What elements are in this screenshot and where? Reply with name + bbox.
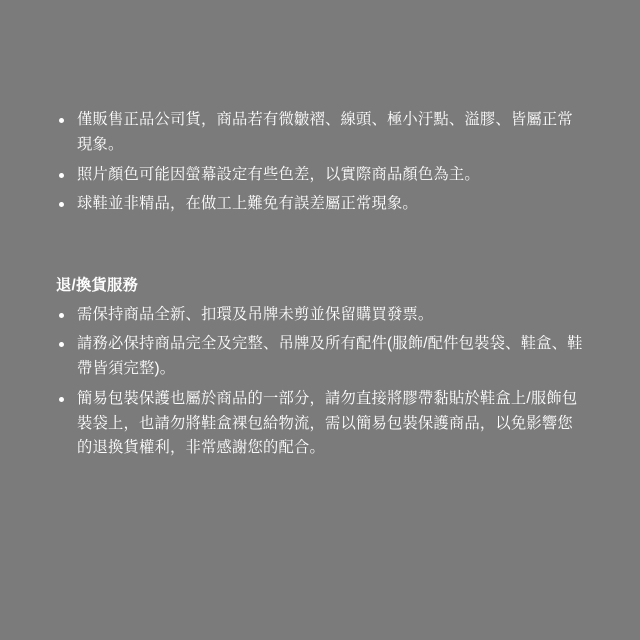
- list-item: 簡易包裝保護也屬於商品的一部分，請勿直接將膠帶黏貼於鞋盒上/服飾包裝袋上，也請勿將鞋盒裸包給物流，需以簡易包裝保護商品，以免影響您的退換貨權利，非常感謝您的配合。: [56, 387, 584, 461]
- section-spacer: [56, 222, 584, 274]
- notice-list: [56, 108, 584, 217]
- notice-section: [56, 108, 584, 217]
- list-item: 需保持商品全新、扣環及吊牌未剪並保留購買發票。: [56, 303, 584, 328]
- list-item: 請務必保持商品完全及完整、吊牌及所有配件(服飾/配件包裝袋、鞋盒、鞋帶皆須完整)。: [56, 332, 584, 382]
- list-item: 照片顏色可能因螢幕設定有些色差，以實際商品顏色為主。: [56, 163, 584, 188]
- returns-list: [56, 303, 584, 462]
- list-item: 僅販售正品公司貨，商品若有微皺褶、線頭、極小汙點、溢膠、皆屬正常現象。: [56, 108, 584, 158]
- section-heading: 退/換貨服務: [56, 277, 138, 295]
- returns-section: [56, 274, 584, 461]
- list-item: 球鞋並非精品，在做工上難免有誤差屬正常現象。: [56, 192, 584, 217]
